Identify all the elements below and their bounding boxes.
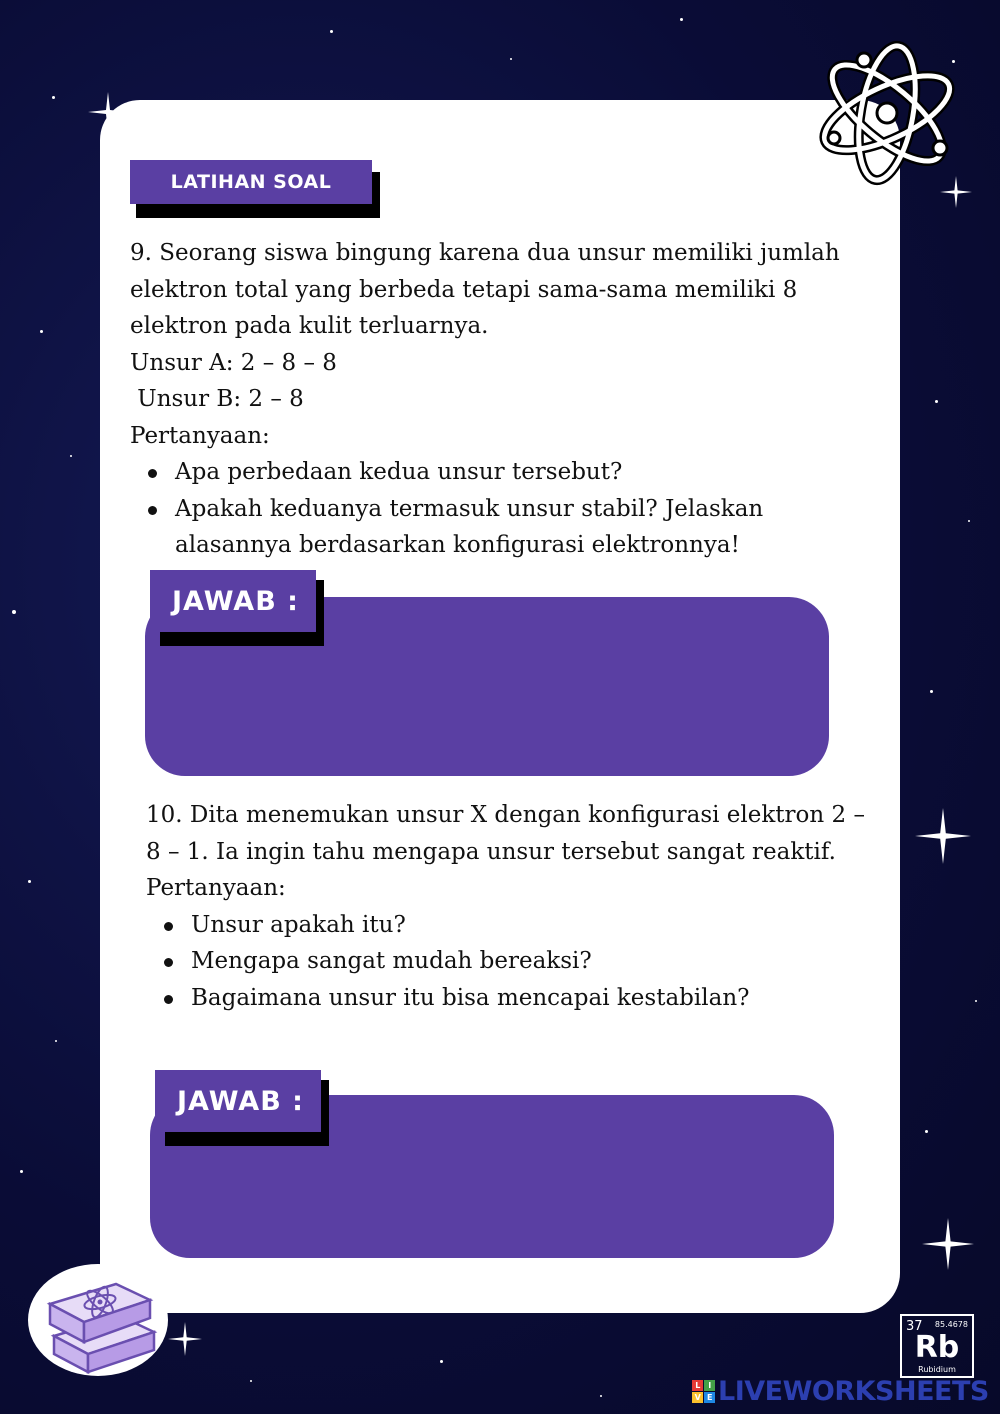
atomic-mass: 85.4678	[934, 1320, 968, 1329]
liveworksheets-logo-icon: L I V E	[692, 1380, 715, 1403]
element-tile	[900, 1314, 974, 1378]
sparkle-icon	[922, 1218, 974, 1270]
element-name: Rubidium	[918, 1365, 956, 1374]
element-b-config: Unsur B: 2 – 8	[130, 386, 304, 412]
atomic-number: 37	[906, 1319, 923, 1334]
question-9-prompt: Pertanyaan:	[130, 422, 270, 449]
list-item: Bagaimana unsur itu bisa mencapai kestabilan?	[191, 980, 881, 1017]
list-item: Apakah keduanya termasuk unsur stabil? Jelaskan alasannya berdasarkan konfigurasi elektronnya!	[175, 491, 875, 564]
science-book-icon	[28, 1258, 170, 1378]
sparkle-icon	[915, 808, 971, 864]
atom-icon	[812, 38, 962, 188]
answer-label-10: JAWAB :	[155, 1070, 321, 1132]
question-9-list	[130, 454, 875, 564]
question-10	[146, 797, 881, 1016]
question-9-intro: 9. Seorang siswa bingung karena dua unsur memiliki jumlah elektron total yang berbeda tetapi sama-sama memiliki 8 elektron pada kulit terluarnya.	[130, 240, 840, 339]
element-symbol: Rb	[914, 1330, 960, 1365]
list-item: Apa perbedaan kedua unsur tersebut?	[175, 454, 875, 491]
section-title: LATIHAN SOAL	[130, 160, 372, 204]
answer-label-9: JAWAB :	[150, 570, 316, 632]
watermark-text: LIVEWORKSHEETS	[718, 1375, 989, 1407]
list-item: Mengapa sangat mudah bereaksi?	[191, 943, 881, 980]
list-item: Unsur apakah itu?	[191, 907, 881, 944]
liveworksheets-watermark	[692, 1376, 989, 1406]
question-10-intro: 10. Dita menemukan unsur X dengan konfigurasi elektron 2 – 8 – 1. Ia ingin tahu mengapa unsur tersebut sangat reaktif.	[146, 802, 865, 865]
section-title-tag	[130, 160, 372, 204]
element-a-config: Unsur A: 2 – 8 – 8	[130, 349, 337, 376]
sparkle-icon	[168, 1322, 202, 1356]
question-10-prompt: Pertanyaan:	[146, 875, 286, 901]
question-9	[130, 235, 875, 564]
question-10-list	[146, 907, 881, 1017]
